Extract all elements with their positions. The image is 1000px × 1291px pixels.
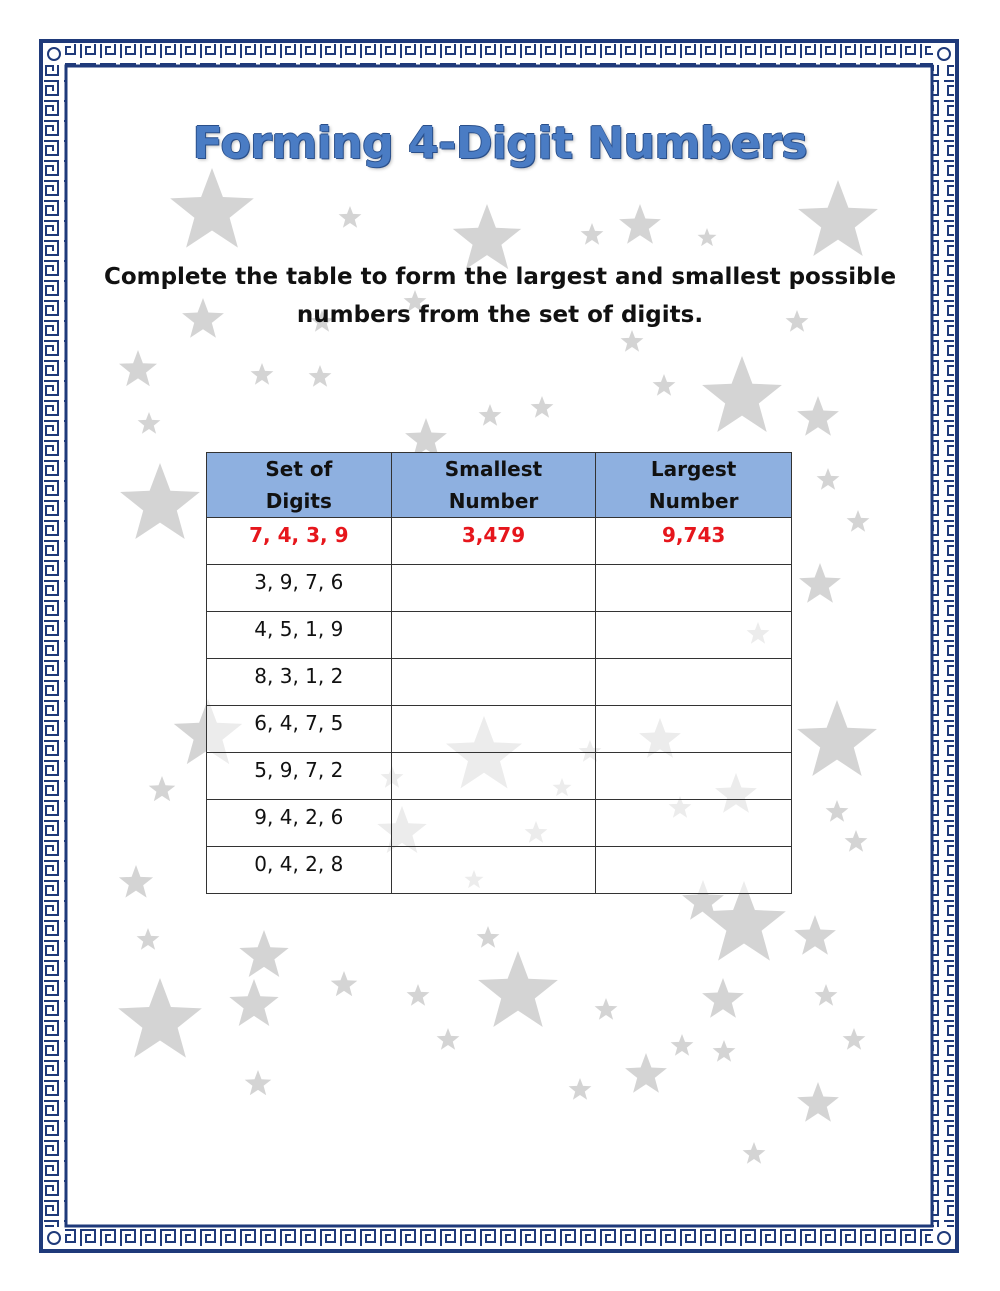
instructions-line-1: Complete the table to form the largest and smallest possible (103, 264, 897, 290)
digits-table (206, 452, 792, 894)
star-icon (797, 700, 877, 776)
digits-cell: 0, 4, 2, 8 (207, 847, 392, 894)
table-row (207, 800, 792, 847)
star-icon (120, 463, 200, 539)
star-icon (119, 865, 153, 898)
largest-answer-cell[interactable] (596, 565, 792, 612)
largest-answer-cell[interactable] (596, 706, 792, 753)
largest-answer-cell[interactable] (596, 753, 792, 800)
star-icon (797, 1082, 839, 1122)
instructions (100, 258, 900, 334)
star-icon (245, 1070, 272, 1095)
star-icon (407, 984, 430, 1006)
table-row (207, 659, 792, 706)
table-row (207, 706, 792, 753)
star-icon (619, 204, 661, 244)
star-icon (794, 915, 836, 955)
example-digits: 7, 4, 3, 9 (207, 518, 392, 565)
star-icon (843, 1028, 866, 1050)
table-header-row (207, 453, 792, 518)
star-icon (743, 1142, 766, 1164)
example-largest: 9,743 (596, 518, 792, 565)
star-icon (595, 998, 618, 1020)
smallest-answer-cell[interactable] (391, 659, 596, 706)
star-icon (653, 374, 676, 396)
star-icon (798, 180, 878, 256)
worksheet-title: Forming 4-Digit Numbers (192, 118, 808, 169)
header-set-of-digits: Set of Digits (207, 453, 392, 518)
header-smallest-number: Smallest Number (391, 453, 596, 518)
digits-cell: 4, 5, 1, 9 (207, 612, 392, 659)
star-icon (625, 1053, 667, 1093)
star-icon (118, 978, 202, 1058)
star-icon (437, 1028, 460, 1050)
table-row (207, 753, 792, 800)
smallest-answer-cell[interactable] (391, 800, 596, 847)
digits-cell: 6, 4, 7, 5 (207, 706, 392, 753)
star-icon (797, 396, 839, 436)
star-icon (698, 228, 717, 246)
star-icon (817, 468, 840, 490)
digits-cell: 5, 9, 7, 2 (207, 753, 392, 800)
star-icon (799, 563, 841, 603)
star-icon (138, 412, 161, 434)
table-row (207, 565, 792, 612)
star-icon (478, 951, 558, 1027)
star-icon (251, 363, 274, 385)
smallest-answer-cell[interactable] (391, 612, 596, 659)
digits-cell: 9, 4, 2, 6 (207, 800, 392, 847)
table-row (207, 847, 792, 894)
star-icon (581, 223, 604, 245)
digits-cell: 8, 3, 1, 2 (207, 659, 392, 706)
star-icon (702, 356, 782, 432)
star-icon (170, 168, 254, 248)
star-icon (479, 404, 502, 426)
header-largest-number: Largest Number (596, 453, 792, 518)
example-row (207, 518, 792, 565)
digits-cell: 3, 9, 7, 6 (207, 565, 392, 612)
instructions-line-2: numbers from the set of digits. (296, 302, 704, 328)
star-icon (137, 928, 160, 950)
smallest-answer-cell[interactable] (391, 706, 596, 753)
star-icon (845, 830, 868, 852)
star-icon (713, 1040, 736, 1062)
star-icon (229, 979, 278, 1026)
star-icon (477, 926, 500, 948)
example-smallest: 3,479 (391, 518, 596, 565)
star-icon (815, 984, 838, 1006)
table-row (207, 612, 792, 659)
star-icon (847, 510, 870, 532)
star-icon (702, 978, 744, 1018)
largest-answer-cell[interactable] (596, 800, 792, 847)
star-icon (339, 206, 362, 228)
star-icon (239, 930, 288, 977)
smallest-answer-cell[interactable] (391, 753, 596, 800)
star-icon (569, 1078, 592, 1100)
smallest-answer-cell[interactable] (391, 847, 596, 894)
largest-answer-cell[interactable] (596, 847, 792, 894)
star-icon (826, 800, 849, 822)
star-icon (531, 396, 554, 418)
star-icon (671, 1034, 694, 1056)
smallest-answer-cell[interactable] (391, 565, 596, 612)
largest-answer-cell[interactable] (596, 612, 792, 659)
star-icon (309, 365, 332, 387)
star-icon (119, 350, 157, 386)
largest-answer-cell[interactable] (596, 659, 792, 706)
star-icon (149, 776, 176, 801)
star-icon (331, 971, 358, 996)
